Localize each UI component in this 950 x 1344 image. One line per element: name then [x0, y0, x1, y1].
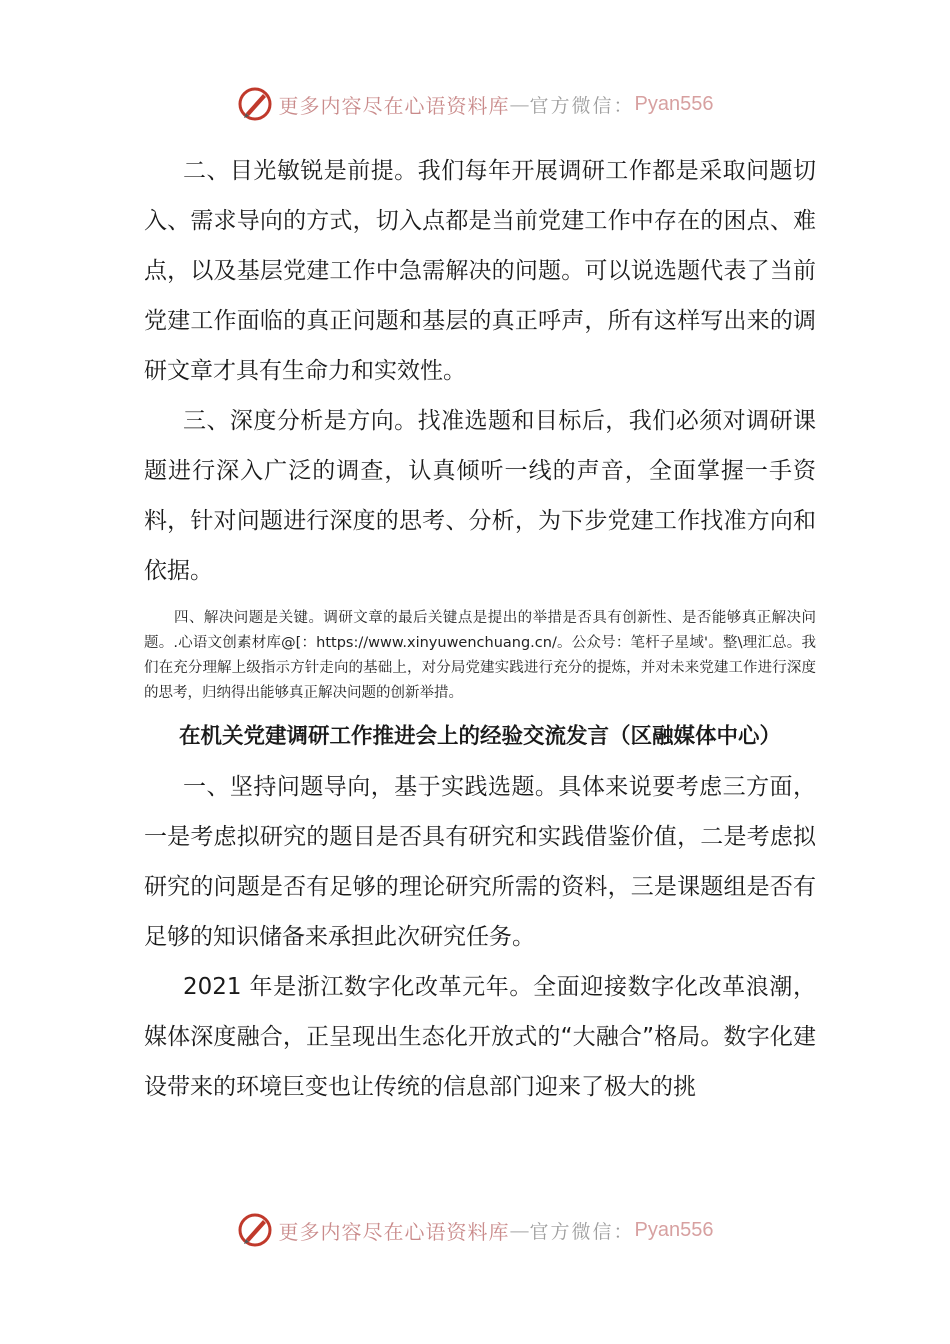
- banner-dash: —: [509, 92, 530, 116]
- section-title: 在机关党建调研工作推进会上的经验交流发言（区融媒体中心）: [178, 724, 781, 749]
- footer-banner: [0, 1208, 950, 1252]
- document-body: [144, 146, 816, 1112]
- paragraph-digital-reform: 2021 年是浙江数字化改革元年。全面迎接数字化改革浪潮，媒体深度融合，正呈现出生态化开放式的“大融合”格局。数字化建设带来的环境巨变也让传统的信息部门迎来了极大的挑: [144, 974, 816, 1100]
- paragraph-three: 三、深度分析是方向。找准选题和目标后，我们必须对调研课题进行深入广泛的调查，认真倾听一线的声音，全面掌握一手资料，针对问题进行深度的思考、分析，为下步党建工作找准方向和依据。: [144, 408, 816, 584]
- pen-logo-icon: [237, 86, 273, 122]
- banner-wechat-label: 官方微信：: [529, 94, 635, 117]
- banner-site-text: 更多内容尽在心语资料库: [278, 93, 510, 118]
- banner-wechat-id: Pyan556: [634, 92, 714, 115]
- banner-site-text: 更多内容尽在心语资料库: [278, 1219, 510, 1244]
- banner-dash: —: [509, 1218, 530, 1242]
- paragraph-four-small: 四、解决问题是关键。调研文章的最后关键点是提出的举措是否具有创新性、是否能够真正解决问题。.心语文创素材库@[：https://www.xinyuwenchuang.cn/。公众号：笔杆子星域'。整\理汇总。我们在充分理解上级指示方针走向的基础上，对分局党建实践进行充分的提炼，并对未来党建工作进行深度的思考，归纳得出能够真正解决问题的创新举措。: [144, 610, 816, 701]
- banner-wechat-label: 官方微信：: [529, 1220, 635, 1243]
- paragraph-two: 二、目光敏锐是前提。我们每年开展调研工作都是采取问题切入、需求导向的方式，切入点都是当前党建工作中存在的困点、难点，以及基层党建工作中急需解决的问题。可以说选题代表了当前党建工作面临的真正问题和基层的真正呼声，所有这样写出来的调研文章才具有生命力和实效性。: [144, 158, 816, 384]
- pen-logo-icon: [237, 1212, 273, 1248]
- banner-wechat-id: Pyan556: [634, 1218, 714, 1241]
- paragraph-one-problem-oriented: 一、坚持问题导向，基于实践选题。具体来说要考虑三方面，一是考虑拟研究的题目是否具有研究和实践借鉴价值，二是考虑拟研究的问题是否有足够的理论研究所需的资料，三是课题组是否有足够的知识储备来承担此次研究任务。: [144, 774, 816, 950]
- header-banner: [0, 82, 950, 126]
